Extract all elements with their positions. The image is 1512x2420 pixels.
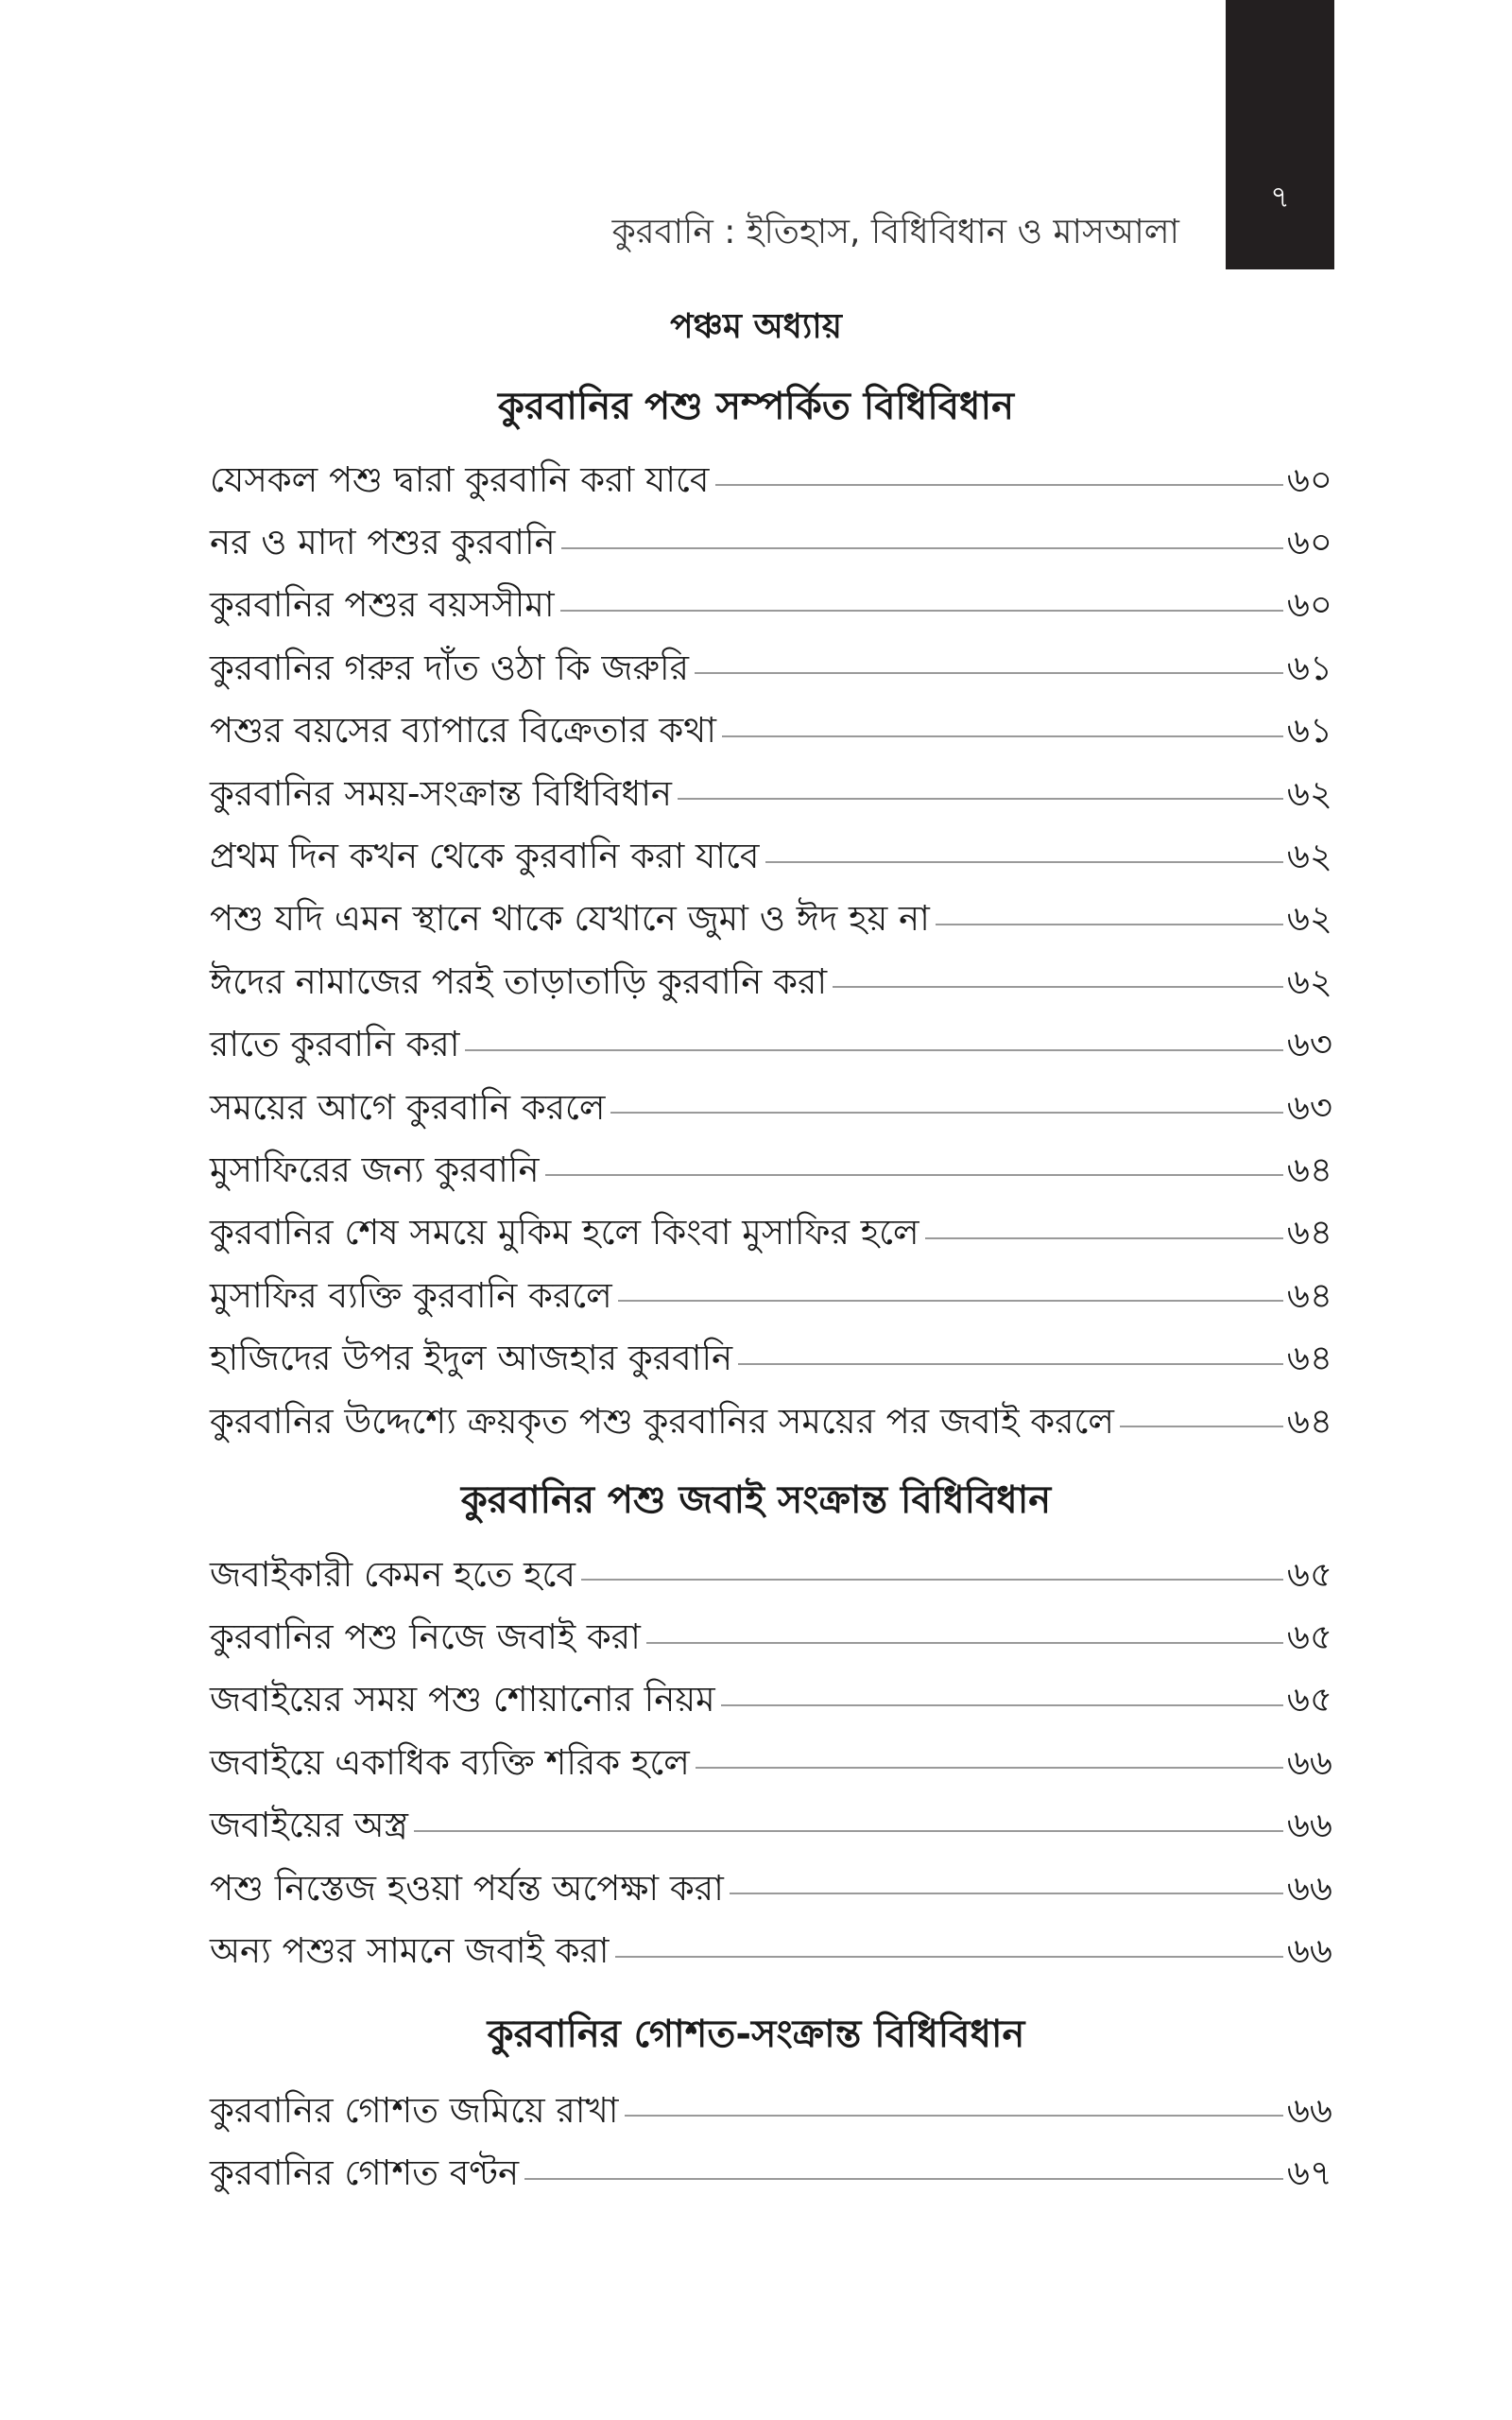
toc-entry-title: জবাইয়ের অস্ত্র — [210, 1805, 408, 1846]
toc-entry[interactable] — [210, 1015, 1332, 1078]
toc-entry[interactable] — [210, 1203, 1332, 1266]
toc-entry[interactable] — [210, 576, 1332, 638]
toc-entry[interactable] — [210, 890, 1332, 952]
toc-entry-title: সময়ের আগে কুরবানি করলে — [210, 1086, 606, 1128]
toc-entry-title: ঈদের নামাজের পরই তাড়াতাড়ি কুরবানি করা — [210, 960, 828, 1002]
toc-entry-title: কুরবানির পশুর বয়সসীমা — [210, 584, 555, 626]
section-heading: কুরবানির পশু জবাই সংক্রান্ত বিধিবিধান — [460, 1478, 1052, 1522]
toc-entry[interactable] — [210, 1140, 1332, 1202]
toc-entry-title: নর ও মাদা পশুর কুরবানি — [210, 522, 556, 563]
section-heading: কুরবানির গোশত-সংক্রান্ত বিধিবিধান — [487, 2013, 1025, 2056]
toc-entry-page: ৬০ — [1286, 522, 1332, 563]
toc-entry-page: ৬০ — [1286, 584, 1332, 626]
section-heading: কুরবানির পশু সম্পর্কিত বিধিবিধান — [498, 385, 1014, 428]
toc-entry-page: ৬৬ — [1286, 2089, 1332, 2131]
toc-entry[interactable] — [210, 2143, 1332, 2205]
toc-entry[interactable] — [210, 1078, 1332, 1140]
toc-entry[interactable] — [210, 1266, 1332, 1328]
dot-leader — [581, 1579, 1283, 1581]
toc-entry-title: মুসাফিরের জন্য কুরবানি — [210, 1149, 540, 1190]
toc-entry[interactable] — [210, 450, 1332, 512]
dot-leader — [765, 861, 1283, 863]
toc-entry-page: ৬৪ — [1286, 1400, 1332, 1442]
running-header-title: কুরবানি : ইতিহাস, বিধিবিধান ও মাসআলা — [611, 213, 1179, 251]
toc-entry-title: পশু যদি এমন স্থানে থাকে যেখানে জুমা ও ঈদ হয় না — [210, 898, 930, 940]
toc-entry-title: জবাইকারী কেমন হতে হবে — [210, 1553, 576, 1595]
dot-leader — [695, 672, 1283, 674]
dot-leader — [925, 1237, 1283, 1239]
toc-entry[interactable] — [210, 1796, 1332, 1858]
toc-entry[interactable] — [210, 1545, 1332, 1607]
page-number-tab — [1226, 0, 1334, 269]
toc-entry[interactable] — [210, 952, 1332, 1014]
dot-leader — [610, 1112, 1282, 1114]
toc-entry-page: ৬৭ — [1286, 2152, 1332, 2194]
dot-leader — [524, 2178, 1283, 2180]
toc-entry[interactable] — [210, 638, 1332, 700]
toc-entry-page: ৬৪ — [1286, 1149, 1332, 1190]
toc-entry-title: কুরবানির সময়-সংক্রান্ত বিধিবিধান — [210, 772, 673, 814]
toc-entry[interactable] — [210, 1733, 1332, 1795]
dot-leader — [618, 1300, 1283, 1302]
toc-entry-page: ৬৫ — [1286, 1553, 1332, 1595]
toc-entry-title: কুরবানির উদ্দেশ্যে ক্রয়কৃত পশু কুরবানির সময়ের পর জবাই করলে — [210, 1400, 1114, 1442]
dot-leader — [615, 1956, 1283, 1958]
dot-leader — [721, 1704, 1283, 1706]
dot-leader — [561, 547, 1283, 549]
toc-entry-title: জবাইয়ে একাধিক ব্যক্তি শরিক হলে — [210, 1741, 690, 1783]
toc-entry[interactable] — [210, 826, 1332, 889]
toc-entry-page: ৬৪ — [1286, 1212, 1332, 1253]
toc-entry-title: কুরবানির গোশত বণ্টন — [210, 2152, 520, 2194]
toc-entry-title: প্রথম দিন কখন থেকে কুরবানি করা যাবে — [210, 836, 760, 877]
toc-entry-title: কুরবানির গরুর দাঁত ওঠা কি জরুরি — [210, 647, 689, 688]
dot-leader — [738, 1363, 1283, 1365]
dot-leader — [833, 986, 1283, 988]
toc-entry[interactable] — [210, 2081, 1332, 2143]
toc-entry-title: হাজিদের উপর ইদুল আজহার কুরবানি — [210, 1338, 733, 1379]
toc-entry-title: অন্য পশুর সামনে জবাই করা — [210, 1930, 610, 1972]
dot-leader — [722, 735, 1283, 737]
toc-entry-page: ৬২ — [1286, 836, 1332, 877]
toc-entry-title: জবাইয়ের সময় পশু শোয়ানোর নিয়ম — [210, 1679, 715, 1720]
dot-leader — [625, 2115, 1283, 2117]
toc-entry-page: ৬৩ — [1286, 1086, 1332, 1128]
chapter-label: পঞ্চম অধ্যায় — [670, 307, 842, 346]
toc-entry-title: কুরবানির পশু নিজে জবাই করা — [210, 1616, 641, 1658]
toc-entry-title: পশুর বয়সের ব্যাপারে বিক্রেতার কথা — [210, 710, 716, 752]
dot-leader — [730, 1893, 1283, 1894]
toc-entry-page: ৬৬ — [1286, 1805, 1332, 1846]
toc-section-3 — [210, 2081, 1332, 2206]
dot-leader — [560, 610, 1283, 612]
toc-entry-title: পশু নিস্তেজ হওয়া পর্যন্ত অপেক্ষা করা — [210, 1867, 724, 1909]
toc-entry-page: ৬৬ — [1286, 1930, 1332, 1972]
toc-entry-title: কুরবানির শেষ সময়ে মুকিম হলে কিংবা মুসাফির হলে — [210, 1212, 919, 1253]
toc-section-1 — [210, 450, 1332, 1454]
dot-leader — [465, 1049, 1282, 1051]
toc-entry-page: ৬১ — [1286, 710, 1332, 752]
toc-entry[interactable] — [210, 1328, 1332, 1391]
dot-leader — [936, 924, 1283, 925]
toc-entry[interactable] — [210, 1607, 1332, 1669]
toc-entry-page: ৬০ — [1286, 458, 1332, 500]
dot-leader — [646, 1642, 1283, 1644]
toc-entry-title: রাতে কুরবানি করা — [210, 1024, 460, 1065]
toc-entry[interactable] — [210, 1921, 1332, 1983]
toc-entry[interactable] — [210, 1392, 1332, 1454]
toc-entry[interactable] — [210, 512, 1332, 575]
toc-entry-page: ৬২ — [1286, 960, 1332, 1002]
toc-entry-page: ৬১ — [1286, 647, 1332, 688]
toc-entry-title: কুরবানির গোশত জমিয়ে রাখা — [210, 2089, 619, 2131]
dot-leader — [1120, 1426, 1283, 1427]
page-number: ৭ — [1270, 179, 1290, 215]
dot-leader — [715, 484, 1283, 486]
toc-entry[interactable] — [210, 1858, 1332, 1921]
dot-leader — [545, 1174, 1283, 1176]
toc-entry-title: যেসকল পশু দ্বারা কুরবানি করা যাবে — [210, 458, 710, 500]
toc-entry-page: ৬২ — [1286, 772, 1332, 814]
toc-entry-page: ৬৫ — [1286, 1616, 1332, 1658]
toc-entry-page: ৬৫ — [1286, 1679, 1332, 1720]
toc-entry-page: ৬৬ — [1286, 1741, 1332, 1783]
toc-entry[interactable] — [210, 1670, 1332, 1733]
toc-entry[interactable] — [210, 701, 1332, 764]
toc-entry-page: ৬৪ — [1286, 1274, 1332, 1316]
toc-section-2 — [210, 1545, 1332, 1984]
toc-entry[interactable] — [210, 764, 1332, 826]
toc-entry-page: ৬৩ — [1286, 1024, 1332, 1065]
toc-entry-title: মুসাফির ব্যক্তি কুরবানি করলে — [210, 1274, 612, 1316]
dot-leader — [678, 798, 1283, 800]
toc-entry-page: ৬৬ — [1286, 1867, 1332, 1909]
toc-entry-page: ৬২ — [1286, 898, 1332, 940]
dot-leader — [696, 1767, 1283, 1769]
dot-leader — [414, 1830, 1283, 1832]
toc-entry-page: ৬৪ — [1286, 1338, 1332, 1379]
